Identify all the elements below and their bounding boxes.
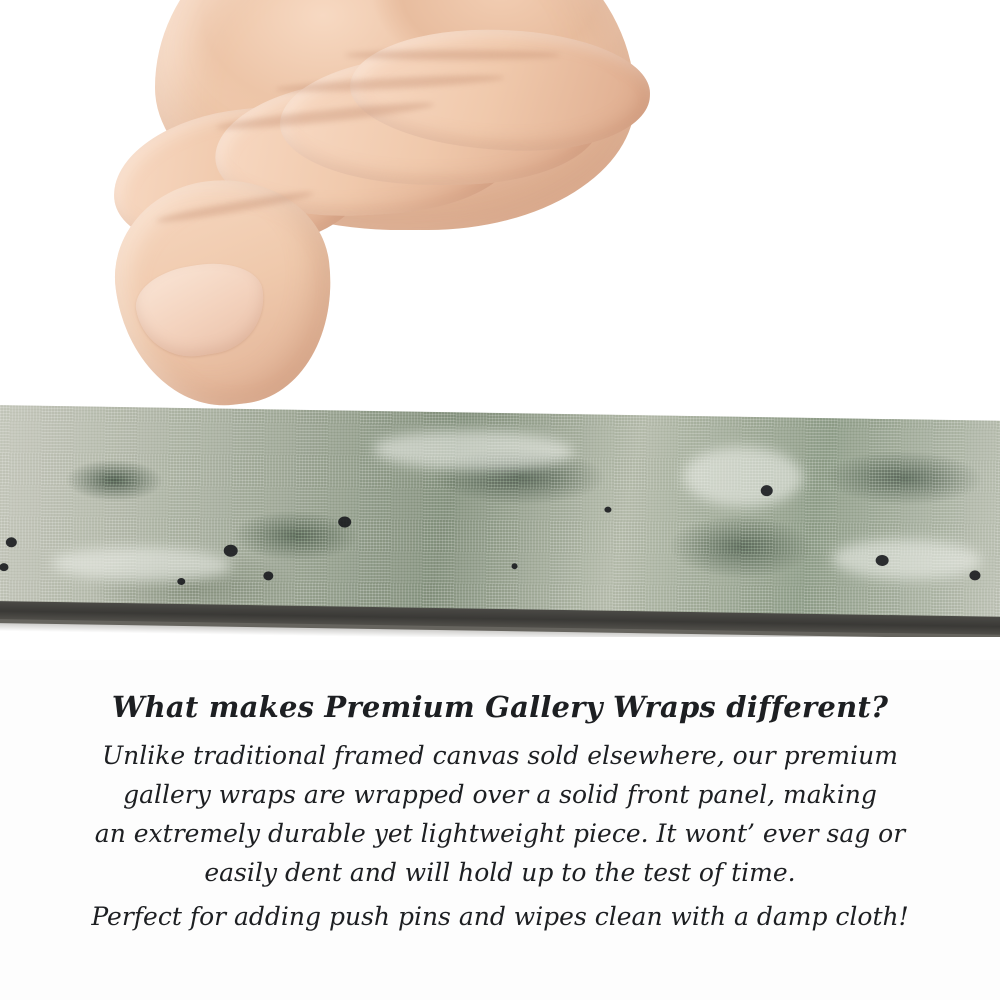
canvas-speck	[224, 545, 238, 557]
canvas-speck	[511, 563, 517, 569]
canvas-speck	[177, 578, 185, 585]
hand-illustration	[95, 0, 665, 430]
canvas-speck	[969, 570, 980, 580]
canvas-speck	[338, 516, 351, 527]
canvas-speck	[761, 485, 773, 496]
caption-line-3: an extremely durable yet lightweight piece. It wont’ ever sag or	[94, 819, 906, 848]
caption-heading: What makes Premium Gallery Wraps different?	[111, 690, 889, 724]
caption-closing-line: Perfect for adding push pins and wipes clean with a damp cloth!	[91, 902, 909, 931]
canvas-speck	[876, 555, 889, 566]
canvas-printed-surface	[0, 405, 1000, 631]
caption-line-1: Unlike traditional framed canvas sold elsewhere, our premium	[102, 741, 898, 770]
caption-line-2: gallery wraps are wrapped over a solid front panel, making	[123, 780, 877, 809]
canvas-speck	[604, 507, 611, 513]
knuckle-crease	[345, 50, 560, 60]
canvas-speck	[6, 537, 17, 547]
canvas-speck	[263, 571, 273, 580]
canvas-wrap-edge	[0, 405, 1000, 637]
caption-block	[0, 690, 1000, 936]
caption-line-4: easily dent and will hold up to the test of time.	[204, 858, 796, 887]
